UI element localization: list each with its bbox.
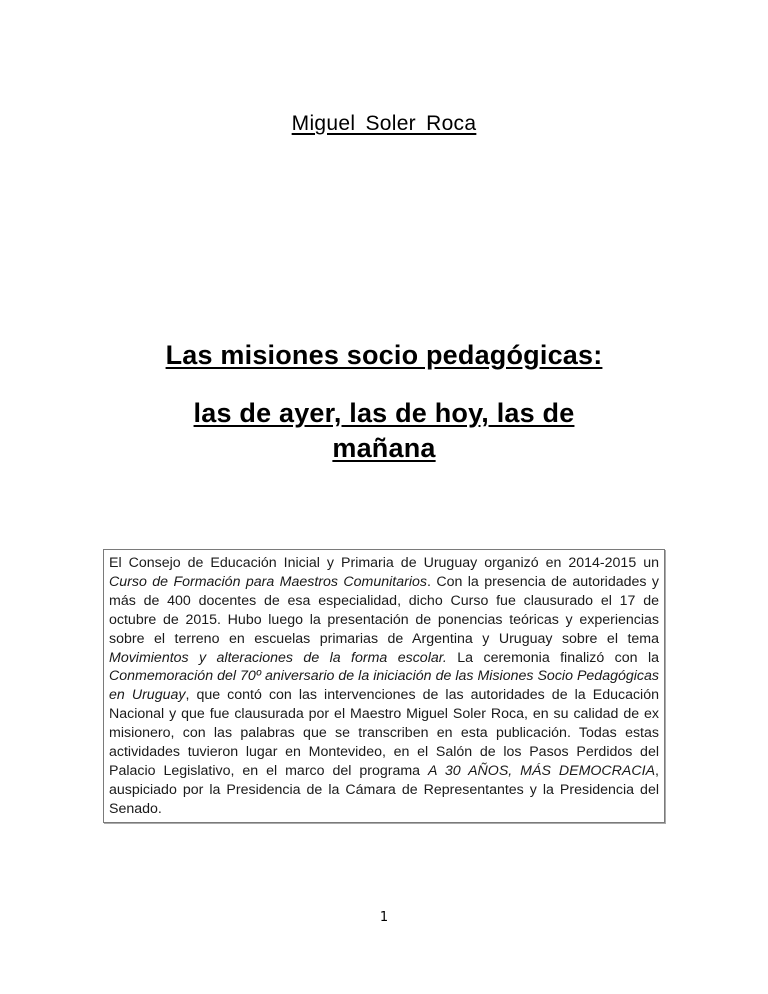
abstract-italic-theme: Movimientos y alteraciones de la forma escolar. [109, 649, 447, 666]
abstract-italic-course: Curso de Formación para Maestros Comunitarios [109, 573, 427, 590]
abstract-italic-program: A 30 AÑOS, MÁS DEMOCRACIA [428, 762, 656, 779]
abstract-italic-commemoration: Conmemoración del 70º aniversario de la iniciación de las Misiones Socio Pedagógicas en Uruguay [109, 668, 659, 704]
abstract-text: El Consejo de Educación Inicial y Primaria de Uruguay organizó en 2014-2015 un [109, 555, 659, 571]
author-name: Miguel Soler Roca [291, 112, 477, 135]
abstract-box [103, 549, 665, 823]
abstract-text: La ceremonia finalizó con la [446, 649, 660, 666]
abstract-text: , que contó con las intervenciones de las autoridades de la Educación Nacional y que fue clausurada por el Maestro Miguel Soler Roca, en su calidad de ex misionero, con las palabras que se transcriben en esta publicación. Todas estas actividades tuvieron lugar en Montevideo, en el Salón de los Pasos Perdidos del Palacio Legislativo, en el marco del programa [109, 687, 659, 779]
title-line-3: mañana [332, 433, 436, 463]
page-number: 1 [379, 910, 389, 925]
title-line-2: las de ayer, las de hoy, las de [193, 398, 575, 428]
abstract-text: , auspiciado por la Presidencia de la Cámara de Representantes y la Presidencia del Senado. [109, 762, 659, 817]
abstract-text: . Con la presencia de autoridades y más de 400 docentes de esa especialidad, dicho Curso fue clausurado el 17 de octubre de 2015. Hubo luego la presentación de ponencias teóricas y experiencias sobre el terreno en escuelas primarias de Argentina y Uruguay sobre el tema [109, 573, 659, 647]
title-line-1: Las misiones socio pedagógicas: [165, 340, 603, 370]
